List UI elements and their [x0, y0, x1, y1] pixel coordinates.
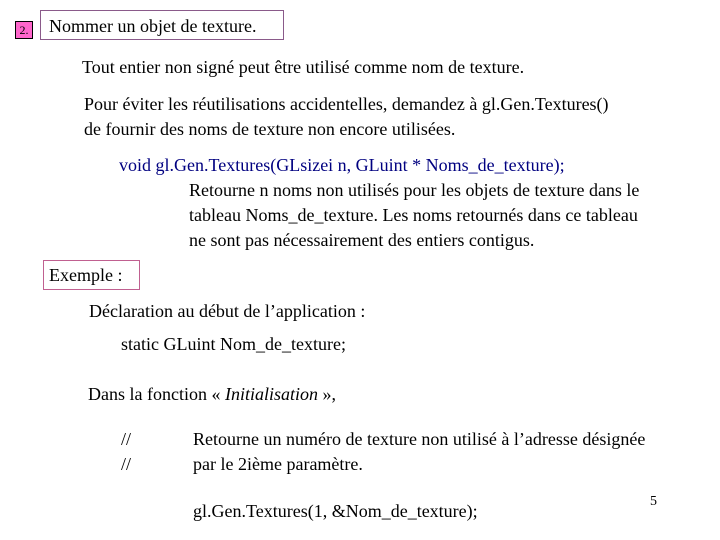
- slide-number-badge: 2.: [15, 21, 33, 39]
- description-line-2: tableau Noms_de_texture. Les noms retournés dans ce tableau: [189, 205, 638, 225]
- declaration-code: static GLuint Nom_de_texture;: [121, 334, 346, 354]
- paragraph-line-1: Pour éviter les réutilisations accidentelles, demandez à gl.Gen.Textures(): [84, 94, 609, 114]
- paragraph-line-2: de fournir des noms de texture non encore utilisées.: [84, 119, 456, 139]
- comment-text-line-1: Retourne un numéro de texture non utilisé à l’adresse désignée: [193, 429, 646, 449]
- description-line-3: ne sont pas nécessairement des entiers contigus.: [189, 230, 535, 250]
- slide-title: Nommer un objet de texture.: [40, 10, 284, 40]
- comment-marker-2: //: [121, 454, 132, 474]
- comment-text-line-2: par le 2ième paramètre.: [193, 454, 363, 474]
- function-name: Initialisation: [224, 384, 318, 404]
- intro-text: Tout entier non signé peut être utilisé comme nom de texture.: [82, 57, 525, 77]
- call-code: gl.Gen.Textures(1, &Nom_de_texture);: [193, 501, 478, 521]
- function-context-suffix: »,: [317, 384, 336, 404]
- comment-marker-1: //: [121, 429, 132, 449]
- description-line-1: Retourne n noms non utilisés pour les objets de texture dans le: [189, 180, 640, 200]
- example-label: Exemple :: [43, 260, 140, 290]
- declaration-heading: Déclaration au début de l’application :: [89, 301, 366, 321]
- function-context-prefix: Dans la fonction «: [88, 384, 225, 404]
- function-context-line: [88, 383, 336, 405]
- function-signature: void gl.Gen.Textures(GLsizei n, GLuint * Noms_de_texture);: [119, 155, 565, 175]
- page-number: 5: [650, 494, 657, 509]
